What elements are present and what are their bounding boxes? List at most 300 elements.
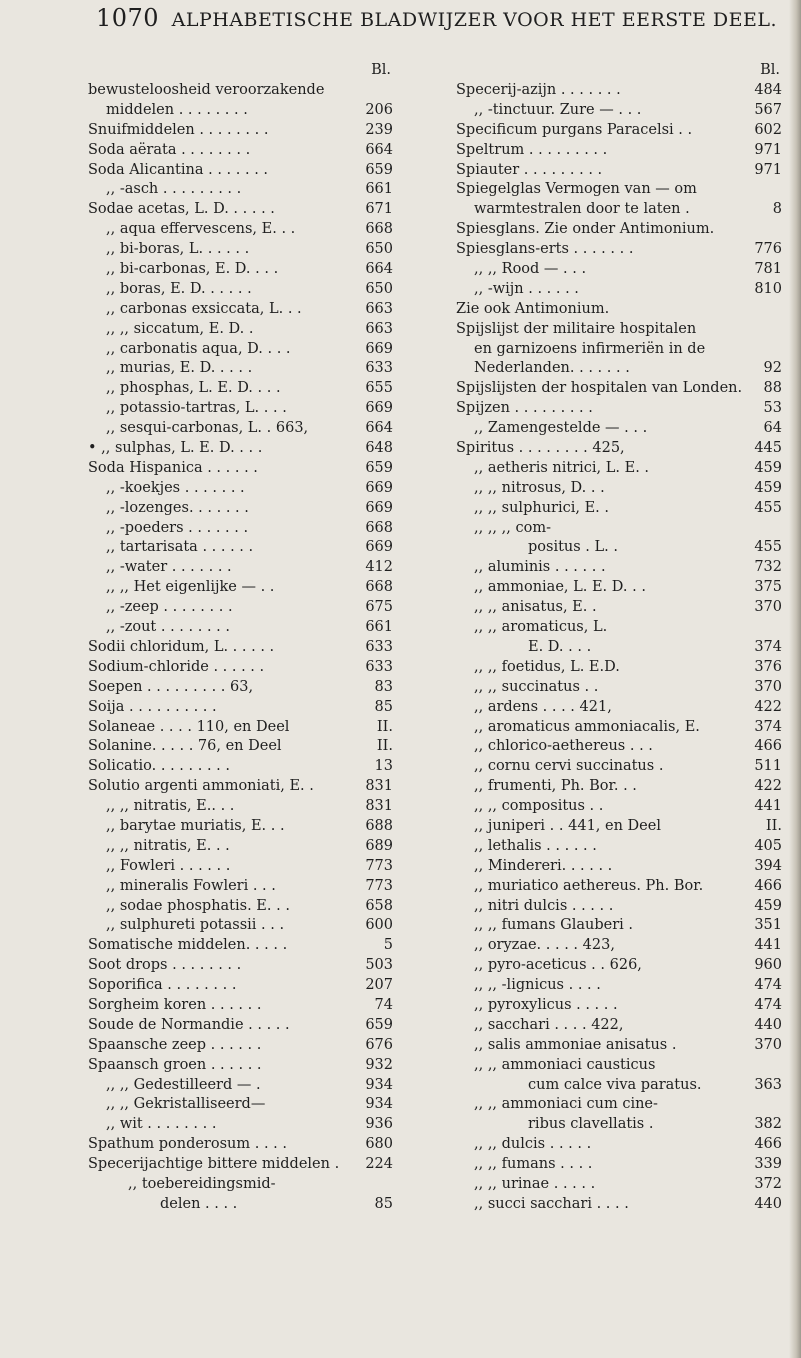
index-entry	[456, 379, 782, 399]
entry-term: Zie ook Antimonium.	[456, 300, 610, 317]
entry-page-ref: 668	[365, 221, 393, 238]
index-entry	[88, 220, 393, 240]
entry-page-ref: II.	[376, 738, 393, 755]
entry-list-left	[88, 81, 393, 1215]
index-entry	[88, 897, 393, 917]
index-entry	[456, 161, 782, 181]
entry-term: Snuifmiddelen . . . . . . . .	[88, 121, 269, 138]
entry-term: ,, -zeep . . . . . . . .	[106, 599, 233, 616]
entry-term: ,, pyroxylicus . . . . .	[474, 996, 618, 1013]
entry-term: Somatische middelen. . . . .	[88, 937, 288, 954]
index-entry	[456, 837, 782, 857]
index-entry	[88, 519, 393, 539]
entry-term: Specerij-azijn . . . . . . .	[456, 82, 621, 98]
index-entry	[456, 260, 782, 280]
entry-term: middelen . . . . . . . .	[106, 101, 248, 118]
entry-term: ,, salis ammoniae anisatus .	[474, 1036, 677, 1053]
index-entry	[456, 857, 782, 877]
entry-term: Spijslijsten der hospitalen van Londen.	[456, 380, 743, 397]
index-entry	[456, 916, 782, 936]
entry-page-ref: 936	[365, 1116, 393, 1133]
entry-term: ,, ,, Gedestilleerd — .	[106, 1076, 261, 1093]
entry-term: Soda Hispanica . . . . . .	[88, 459, 258, 476]
entry-page-ref: 440	[754, 1016, 782, 1033]
index-entry	[456, 538, 782, 558]
entry-page-ref: 455	[754, 499, 782, 516]
entry-term: ,, -water . . . . . . .	[106, 559, 232, 576]
index-entry	[88, 737, 393, 757]
index-entry	[88, 877, 393, 897]
index-entry	[456, 1056, 782, 1076]
entry-page-ref: 664	[365, 261, 393, 278]
index-entry	[456, 817, 782, 837]
entry-page-ref: 831	[365, 778, 393, 795]
entry-term: ,, -wijn . . . . . .	[474, 280, 579, 297]
entry-page-ref: II.	[376, 718, 393, 735]
entry-term: Solaneae . . . . 110, en Deel	[88, 718, 290, 735]
index-entry	[88, 379, 393, 399]
entry-term: ,, sesqui-carbonas, L. . 663,	[106, 420, 309, 437]
entry-page-ref: 648	[365, 440, 393, 457]
index-entry	[456, 578, 782, 598]
entry-term: ,, Mindereri. . . . . .	[474, 857, 613, 874]
entry-term: ,, ,, fumans Glauberi .	[474, 917, 633, 934]
entry-term: ,, frumenti, Ph. Bor. . .	[474, 778, 637, 795]
index-entry	[88, 1155, 393, 1175]
entry-page-ref: 810	[754, 280, 782, 297]
index-entry	[88, 817, 393, 837]
entry-page-ref: 5	[383, 937, 393, 954]
entry-term: ,, juniperi . . 441, en Deel	[474, 817, 661, 834]
entry-page-ref: 422	[754, 778, 782, 795]
entry-term: ,, ammoniae, L. E. D. . .	[474, 579, 646, 596]
entry-page-ref: 376	[754, 658, 782, 675]
entry-page-ref: 441	[754, 798, 782, 815]
entry-term: ,, ,, compositus . .	[474, 798, 604, 815]
index-entry	[456, 936, 782, 956]
entry-term: Sodii chloridum, L. . . . . .	[88, 638, 275, 655]
entry-page-ref: 600	[365, 917, 393, 934]
entry-page-ref: 88	[763, 380, 782, 397]
index-entry	[88, 161, 393, 181]
index-entry	[456, 459, 782, 479]
entry-page-ref: 339	[754, 1156, 782, 1173]
entry-term: ,, ,, foetidus, L. E.D.	[474, 658, 620, 675]
index-entry	[456, 718, 782, 738]
entry-page-ref: 659	[365, 1016, 393, 1033]
entry-term: Spaansch groen . . . . . .	[88, 1056, 262, 1073]
entry-page-ref: 484	[754, 82, 782, 98]
entry-page-ref: 92	[763, 360, 782, 377]
entry-term: warmtestralen door te laten .	[474, 201, 690, 218]
index-entry	[456, 200, 782, 220]
entry-term: ,, ,, ammoniaci causticus	[474, 1056, 656, 1073]
index-entry	[456, 479, 782, 499]
entry-term: ribus clavellatis .	[528, 1116, 654, 1133]
entry-page-ref: II.	[765, 817, 782, 834]
entry-page-ref: 669	[365, 539, 393, 556]
index-entry	[88, 618, 393, 638]
entry-term: ,, bi-carbonas, E. D. . . .	[106, 261, 279, 278]
entry-page-ref: 8	[772, 201, 782, 218]
entry-term: ,, -asch . . . . . . . . .	[106, 181, 242, 198]
index-entry	[456, 359, 782, 379]
entry-term: ,, aetheris nitrici, L. E. .	[474, 459, 650, 476]
index-entry	[88, 479, 393, 499]
entry-term: ,, ardens . . . . 421,	[474, 698, 612, 715]
entry-page-ref: 206	[365, 101, 393, 118]
index-entry	[456, 777, 782, 797]
entry-term: ,, -poeders . . . . . . .	[106, 519, 249, 536]
entry-term: Sodae acetas, L. D. . . . . .	[88, 201, 275, 218]
index-entry	[88, 777, 393, 797]
entry-page-ref: 960	[754, 957, 782, 974]
index-entry	[456, 399, 782, 419]
entry-term: Spijslijst der militaire hospitalen	[456, 320, 697, 337]
entry-page-ref: 13	[374, 758, 393, 775]
entry-page-ref: 459	[754, 897, 782, 914]
entry-term: ,, sacchari . . . . 422,	[474, 1016, 624, 1033]
index-entry	[88, 81, 393, 101]
entry-term: Sorgheim koren . . . . . .	[88, 996, 262, 1013]
entry-page-ref: 688	[365, 817, 393, 834]
index-entry	[88, 598, 393, 618]
entry-list-right	[456, 81, 782, 1215]
entry-term: Soporifica . . . . . . . .	[88, 977, 237, 994]
entry-term: ,, ,, Het eigenlijke — . .	[106, 579, 275, 596]
entry-term: ,, ,, nitratis, E.. . .	[106, 798, 235, 815]
index-entry	[88, 399, 393, 419]
entry-term: bewusteloosheid veroorzakende	[88, 82, 325, 98]
index-entry	[88, 1175, 393, 1195]
entry-page-ref: 459	[754, 479, 782, 496]
entry-term: Solicatio. . . . . . . . .	[88, 758, 230, 775]
entry-page-ref: 370	[754, 599, 782, 616]
entry-term: ,, ,, urinae . . . . .	[474, 1175, 596, 1192]
index-entry	[456, 101, 782, 121]
index-entry	[456, 1036, 782, 1056]
index-entry	[456, 1195, 782, 1215]
entry-term: ,, ,, ammoniaci cum cine-	[474, 1096, 658, 1113]
entry-term: • ,, sulphas, L. E. D. . . .	[88, 440, 263, 457]
index-entry	[456, 658, 782, 678]
entry-term: Spiritus . . . . . . . . 425,	[456, 440, 625, 457]
entry-page-ref: 732	[754, 559, 782, 576]
index-entry	[88, 1076, 393, 1096]
index-entry	[88, 1115, 393, 1135]
entry-page-ref: 372	[754, 1175, 782, 1192]
entry-term: Spaansche zeep . . . . . .	[88, 1036, 262, 1053]
entry-page-ref: 650	[365, 280, 393, 297]
entry-page-ref: 466	[754, 1136, 782, 1153]
entry-term: Soepen . . . . . . . . . 63,	[88, 678, 254, 695]
index-entry	[88, 180, 393, 200]
index-entry	[88, 439, 393, 459]
index-entry	[88, 996, 393, 1016]
index-column-left	[88, 62, 393, 1215]
entry-term: ,, succi sacchari . . . .	[474, 1195, 629, 1212]
entry-term: delen . . . .	[160, 1195, 238, 1212]
index-entry	[88, 538, 393, 558]
entry-term: ,, ,, Gekristalliseerd—	[106, 1096, 266, 1113]
entry-term: Solutio argenti ammoniati, E. .	[88, 778, 314, 795]
index-entry	[456, 180, 782, 200]
entry-term: ,, ,, aromaticus, L.	[474, 619, 608, 636]
entry-page-ref: 776	[754, 241, 782, 258]
index-entry	[88, 300, 393, 320]
entry-page-ref: 445	[754, 440, 782, 457]
entry-page-ref: 83	[374, 678, 393, 695]
index-entry	[88, 141, 393, 161]
entry-page-ref: 781	[754, 261, 782, 278]
entry-page-ref: 664	[365, 141, 393, 158]
index-entry	[88, 320, 393, 340]
entry-page-ref: 459	[754, 459, 782, 476]
page-title: ALPHABETISCHE BLADWIJZER VOOR HET EERSTE DEEL.	[171, 9, 777, 31]
index-entry	[88, 797, 393, 817]
index-column-right	[456, 62, 782, 1215]
entry-page-ref: 53	[763, 400, 782, 417]
entry-term: ,, sulphureti potassii . . .	[106, 917, 285, 934]
entry-page-ref: 567	[754, 101, 782, 118]
index-entry	[456, 698, 782, 718]
entry-page-ref: 370	[754, 678, 782, 695]
column-label-right: Bl.	[760, 62, 780, 78]
index-entry	[456, 897, 782, 917]
entry-term: Soude de Normandie . . . . .	[88, 1016, 290, 1033]
entry-page-ref: 689	[365, 837, 393, 854]
index-entry	[456, 439, 782, 459]
entry-page-ref: 422	[754, 698, 782, 715]
index-entry	[88, 419, 393, 439]
entry-term: Sodium-chloride . . . . . .	[88, 658, 265, 675]
index-entry	[88, 718, 393, 738]
entry-page-ref: 633	[365, 658, 393, 675]
entry-page-ref: 934	[365, 1096, 393, 1113]
index-entry	[456, 618, 782, 638]
entry-page-ref: 658	[365, 897, 393, 914]
entry-term: ,, muriatico aethereus. Ph. Bor.	[474, 877, 704, 894]
entry-page-ref: 374	[754, 718, 782, 735]
index-entry	[456, 678, 782, 698]
entry-page-ref: 375	[754, 579, 782, 596]
entry-page-ref: 85	[374, 1195, 393, 1212]
entry-term: E. D. . . .	[528, 638, 592, 655]
index-entry	[88, 1095, 393, 1115]
entry-term: Spijzen . . . . . . . . .	[456, 400, 593, 417]
entry-page-ref: 650	[365, 241, 393, 258]
entry-term: ,, tartarisata . . . . . .	[106, 539, 254, 556]
entry-term: Speltrum . . . . . . . . .	[456, 141, 608, 158]
index-entry	[456, 220, 782, 240]
entry-term: ,, ,, Rood — . . .	[474, 261, 587, 278]
entry-page-ref: 511	[754, 758, 782, 775]
index-entry	[88, 678, 393, 698]
entry-term: Spiesglans-erts . . . . . . .	[456, 241, 634, 258]
index-entry	[88, 101, 393, 121]
entry-term: ,, carbonatis aqua, D. . . .	[106, 340, 291, 357]
entry-page-ref: 971	[754, 141, 782, 158]
entry-term: Soot drops . . . . . . . .	[88, 957, 242, 974]
index-entry	[88, 340, 393, 360]
entry-term: Spiesglans. Zie onder Antimonium.	[456, 221, 715, 238]
entry-page-ref: 602	[754, 121, 782, 138]
entry-page-ref: 675	[365, 599, 393, 616]
index-entry	[456, 1076, 782, 1096]
entry-term: Spathum ponderosum . . . .	[88, 1136, 287, 1153]
page-header	[96, 4, 796, 36]
entry-term: ,, ,, -lignicus . . . .	[474, 977, 601, 994]
entry-term: Spiauter . . . . . . . . .	[456, 161, 603, 178]
index-entry	[456, 737, 782, 757]
entry-term: ,, aluminis . . . . . .	[474, 559, 606, 576]
index-entry	[456, 280, 782, 300]
entry-page-ref: 405	[754, 837, 782, 854]
index-entry	[88, 837, 393, 857]
index-entry	[88, 956, 393, 976]
entry-page-ref: 224	[365, 1156, 393, 1173]
entry-term: ,, -lozenges. . . . . . .	[106, 499, 249, 516]
index-entry	[88, 1016, 393, 1036]
entry-term: ,, Fowleri . . . . . .	[106, 857, 231, 874]
index-entry	[456, 797, 782, 817]
entry-term: ,, ,, ,, com-	[474, 519, 551, 536]
index-entry	[88, 578, 393, 598]
entry-page-ref: 633	[365, 360, 393, 377]
entry-page-ref: 934	[365, 1076, 393, 1093]
index-entry	[88, 280, 393, 300]
index-entry	[456, 996, 782, 1016]
entry-page-ref: 503	[365, 957, 393, 974]
column-label-left: Bl.	[371, 62, 391, 78]
index-entry	[88, 558, 393, 578]
entry-page-ref: 659	[365, 161, 393, 178]
entry-page-ref: 669	[365, 479, 393, 496]
entry-page-ref: 659	[365, 459, 393, 476]
entry-page-ref: 239	[365, 121, 393, 138]
entry-page-ref: 74	[374, 996, 393, 1013]
entry-term: Solanine. . . . . 76, en Deel	[88, 738, 282, 755]
index-entry	[456, 240, 782, 260]
entry-term: ,, ,, nitrosus, D. . .	[474, 479, 605, 496]
entry-page-ref: 655	[365, 380, 393, 397]
entry-term: ,, carbonas exsiccata, L. . .	[106, 300, 302, 317]
entry-page-ref: 663	[365, 320, 393, 337]
index-entry	[456, 419, 782, 439]
entry-page-ref: 633	[365, 638, 393, 655]
index-entry	[88, 757, 393, 777]
index-entry	[88, 200, 393, 220]
entry-term: ,, aromaticus ammoniacalis, E.	[474, 718, 700, 735]
entry-page-ref: 669	[365, 400, 393, 417]
index-entry	[456, 320, 782, 340]
index-entry	[88, 1195, 393, 1215]
index-entry	[456, 519, 782, 539]
entry-page-ref: 669	[365, 340, 393, 357]
entry-page-ref: 661	[365, 181, 393, 198]
index-entry	[456, 499, 782, 519]
index-entry	[88, 857, 393, 877]
entry-page-ref: 474	[754, 996, 782, 1013]
index-entry	[456, 1175, 782, 1195]
entry-page-ref: 382	[754, 1116, 782, 1133]
entry-term: ,, bi-boras, L. . . . . .	[106, 241, 250, 258]
entry-page-ref: 971	[754, 161, 782, 178]
index-entry	[456, 1135, 782, 1155]
index-entry	[88, 260, 393, 280]
index-entry	[456, 141, 782, 161]
entry-page-ref: 85	[374, 698, 393, 715]
entry-page-ref: 455	[754, 539, 782, 556]
entry-page-ref: 663	[365, 300, 393, 317]
entry-term: ,, chlorico-aethereus . . .	[474, 738, 653, 755]
entry-term: Soija . . . . . . . . . .	[88, 698, 217, 715]
entry-term: ,, -koekjes . . . . . . .	[106, 479, 245, 496]
index-entry	[456, 976, 782, 996]
index-entry	[456, 558, 782, 578]
entry-term: ,, ,, sulphurici, E. .	[474, 499, 609, 516]
entry-term: ,, -zout . . . . . . . .	[106, 619, 231, 636]
entry-term: ,, nitri dulcis . . . . .	[474, 897, 614, 914]
entry-term: ,, cornu cervi succinatus .	[474, 758, 664, 775]
index-entry	[88, 359, 393, 379]
entry-page-ref: 374	[754, 638, 782, 655]
index-entry	[88, 1135, 393, 1155]
index-entry	[88, 698, 393, 718]
index-entry	[88, 916, 393, 936]
entry-term: ,, ,, siccatum, E. D. .	[106, 320, 254, 337]
entry-page-ref: 680	[365, 1136, 393, 1153]
entry-page-ref: 370	[754, 1036, 782, 1053]
entry-term: ,, oryzae. . . . . 423,	[474, 937, 615, 954]
index-entry	[456, 81, 782, 101]
index-entry	[88, 499, 393, 519]
entry-page-ref: 773	[365, 857, 393, 874]
entry-term: ,, ,, anisatus, E. .	[474, 599, 597, 616]
entry-page-ref: 671	[365, 201, 393, 218]
index-entry	[88, 121, 393, 141]
entry-term: ,, mineralis Fowleri . . .	[106, 877, 276, 894]
index-entry	[456, 300, 782, 320]
entry-page-ref: 363	[754, 1076, 782, 1093]
entry-page-ref: 64	[763, 420, 782, 437]
entry-page-ref: 661	[365, 619, 393, 636]
entry-term: positus . L. .	[528, 539, 618, 556]
index-entry	[88, 658, 393, 678]
entry-page-ref: 412	[365, 559, 393, 576]
entry-term: ,, sodae phosphatis. E. . .	[106, 897, 290, 914]
entry-term: ,, Zamengestelde — . . .	[474, 420, 648, 437]
index-entry	[88, 936, 393, 956]
entry-page-ref: 351	[754, 917, 782, 934]
index-entry	[456, 877, 782, 897]
entry-page-ref: 440	[754, 1195, 782, 1212]
entry-term: ,, ,, succinatus . .	[474, 678, 599, 695]
entry-page-ref: 664	[365, 420, 393, 437]
entry-term: Soda aërata . . . . . . . .	[88, 141, 251, 158]
index-entry	[88, 240, 393, 260]
index-entry	[88, 459, 393, 479]
entry-term: ,, toebereidingsmid-	[128, 1175, 276, 1192]
entry-term: ,, potassio-tartras, L. . . .	[106, 400, 287, 417]
entry-page-ref: 668	[365, 519, 393, 536]
entry-page-ref: 466	[754, 738, 782, 755]
entry-page-ref: 831	[365, 798, 393, 815]
index-entry	[456, 1155, 782, 1175]
index-entry	[88, 1056, 393, 1076]
entry-page-ref: 676	[365, 1036, 393, 1053]
entry-term: ,, barytae muriatis, E. . .	[106, 817, 285, 834]
